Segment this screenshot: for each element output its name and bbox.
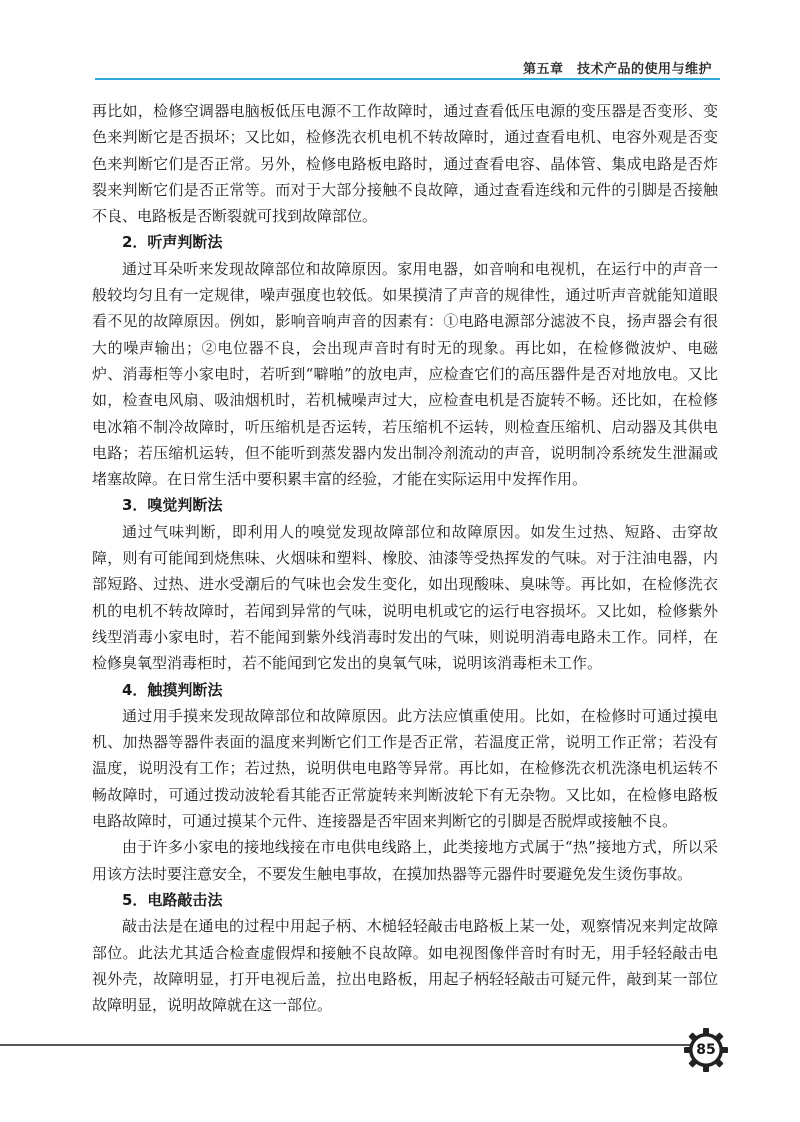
page-number-badge — [684, 1028, 728, 1072]
footer-rule — [0, 1044, 690, 1046]
paragraph-tapping: 敲击法是在通电的过程中用起子柄、木槌轻轻敲击电路板上某一处，观察情况来判定故障部位。此法尤其适合检查虚假焊和接触不良故障。如电视图像伴音时有时无，用手轻轻敲击电视外壳，故障明显，打开电视后盖，拉出电路板，用起子柄轻轻敲击可疑元件，敲到某一部位故障明显，说明故障就在这一部位。 — [92, 917, 718, 1015]
header-rule — [95, 78, 720, 80]
paragraph-smell: 通过气味判断，即利用人的嗅觉发现故障部位和故障原因。如发生过热、短路、击穿故障，则有可能闻到烧焦味、火烟味和塑料、橡胶、油漆等受热挥发的气味。对于注油电器，内部短路、过热、进水受潮后的气味也会发生变化，如出现酸味、臭味等。再比如，在检修洗衣机的电机不转故障时，若闻到异常的气味，说明电机或它的运行电容损坏。又比如，检修紫外线型消毒小家电时，若不能闻到紫外线消毒时发出的气味，则说明消毒电路未工作。同样，在检修臭氧型消毒柜时，若不能闻到它发出的臭氧气味，说明该消毒柜未工作。 — [92, 522, 718, 673]
paragraph-visual-inspection-continued: 再比如，检修空调器电脑板低压电源不工作故障时，通过查看低压电源的变压器是否变形、变色来判断它是否损坏；又比如，检修洗衣机电机不转故障时，通过查看电机、电容外观是否变色来判断它们是否正常。另外，检修电路板电路时，通过查看电容、晶体管、集成电路是否炸裂来判断它们是否正常等。而对于大部分接触不良故障，通过查看连线和元件的引脚是否接触不良、电路板是否断裂就可找到故障部位。 — [92, 102, 718, 226]
chapter-title: 第五章 技术产品的使用与维护 — [522, 62, 712, 77]
paragraph-listening: 通过耳朵听来发现故障部位和故障原因。家用电器，如音响和电视机，在运行中的声音一般较均匀且有一定规律，噪声强度也较低。如果摸清了声音的规律性，通过听声音就能知道眼看不见的故障原因。例如，影响音响声音的因素有：①电路电源部分滤波不良，扬声器会有很大的噪声输出；②电位器不良，会出现声音时有时无的现象。再比如，在检修微波炉、电磁炉、消毒柜等小家电时，若听到“噼啪”的放电声，应检查它们的高压器件是否对地放电。又比如，检查电风扇、吸油烟机时，若机械噪声过大，应检查电机是否旋转不畅。还比如，在检修电冰箱不制冷故障时，听压缩机是否运转，若压缩机不运转，则检查压缩机、启动器及其供电电路；若压缩机运转，但不能听到蒸发器内发出制冷剂流动的声音，说明制冷系统发生泄漏或堵塞故障。在日常生活中要积累丰富的经验，才能在实际运用中发挥作用。 — [92, 259, 718, 489]
section-heading-listening: 2．听声判断法 — [122, 233, 223, 252]
section-heading-tapping: 5．电路敲击法 — [122, 890, 223, 909]
paragraph-touch: 通过用手摸来发现故障部位和故障原因。此方法应慎重使用。比如，在检修时可通过摸电机、加热器等器件表面的温度来判断它们工作是否正常，若温度正常，说明工作正常；若没有温度，说明没有工作；若过热，说明供电电路等异常。再比如，在检修洗衣机洗涤电机运转不畅故障时，可通过拨动波轮看其能否正常旋转来判断波轮下有无杂物。又比如，在检修电路板电路故障时，可通过摸某个元件、连接器是否牢固来判断它的引脚是否脱焊或接触不良。 — [92, 706, 718, 831]
paragraph-safety-note: 由于许多小家电的接地线接在市电供电线路上，此类接地方式属于“热”接地方式，所以采用该方法时要注意安全，不要发生触电事故，在摸加热器等元器件时要避免发生烫伤事故。 — [92, 838, 718, 883]
page-number: 85 — [696, 1042, 716, 1058]
section-heading-smell: 3．嗅觉判断法 — [122, 496, 223, 515]
section-heading-touch: 4．触摸判断法 — [122, 680, 223, 699]
page-header — [95, 52, 720, 80]
page-body — [92, 98, 718, 1018]
